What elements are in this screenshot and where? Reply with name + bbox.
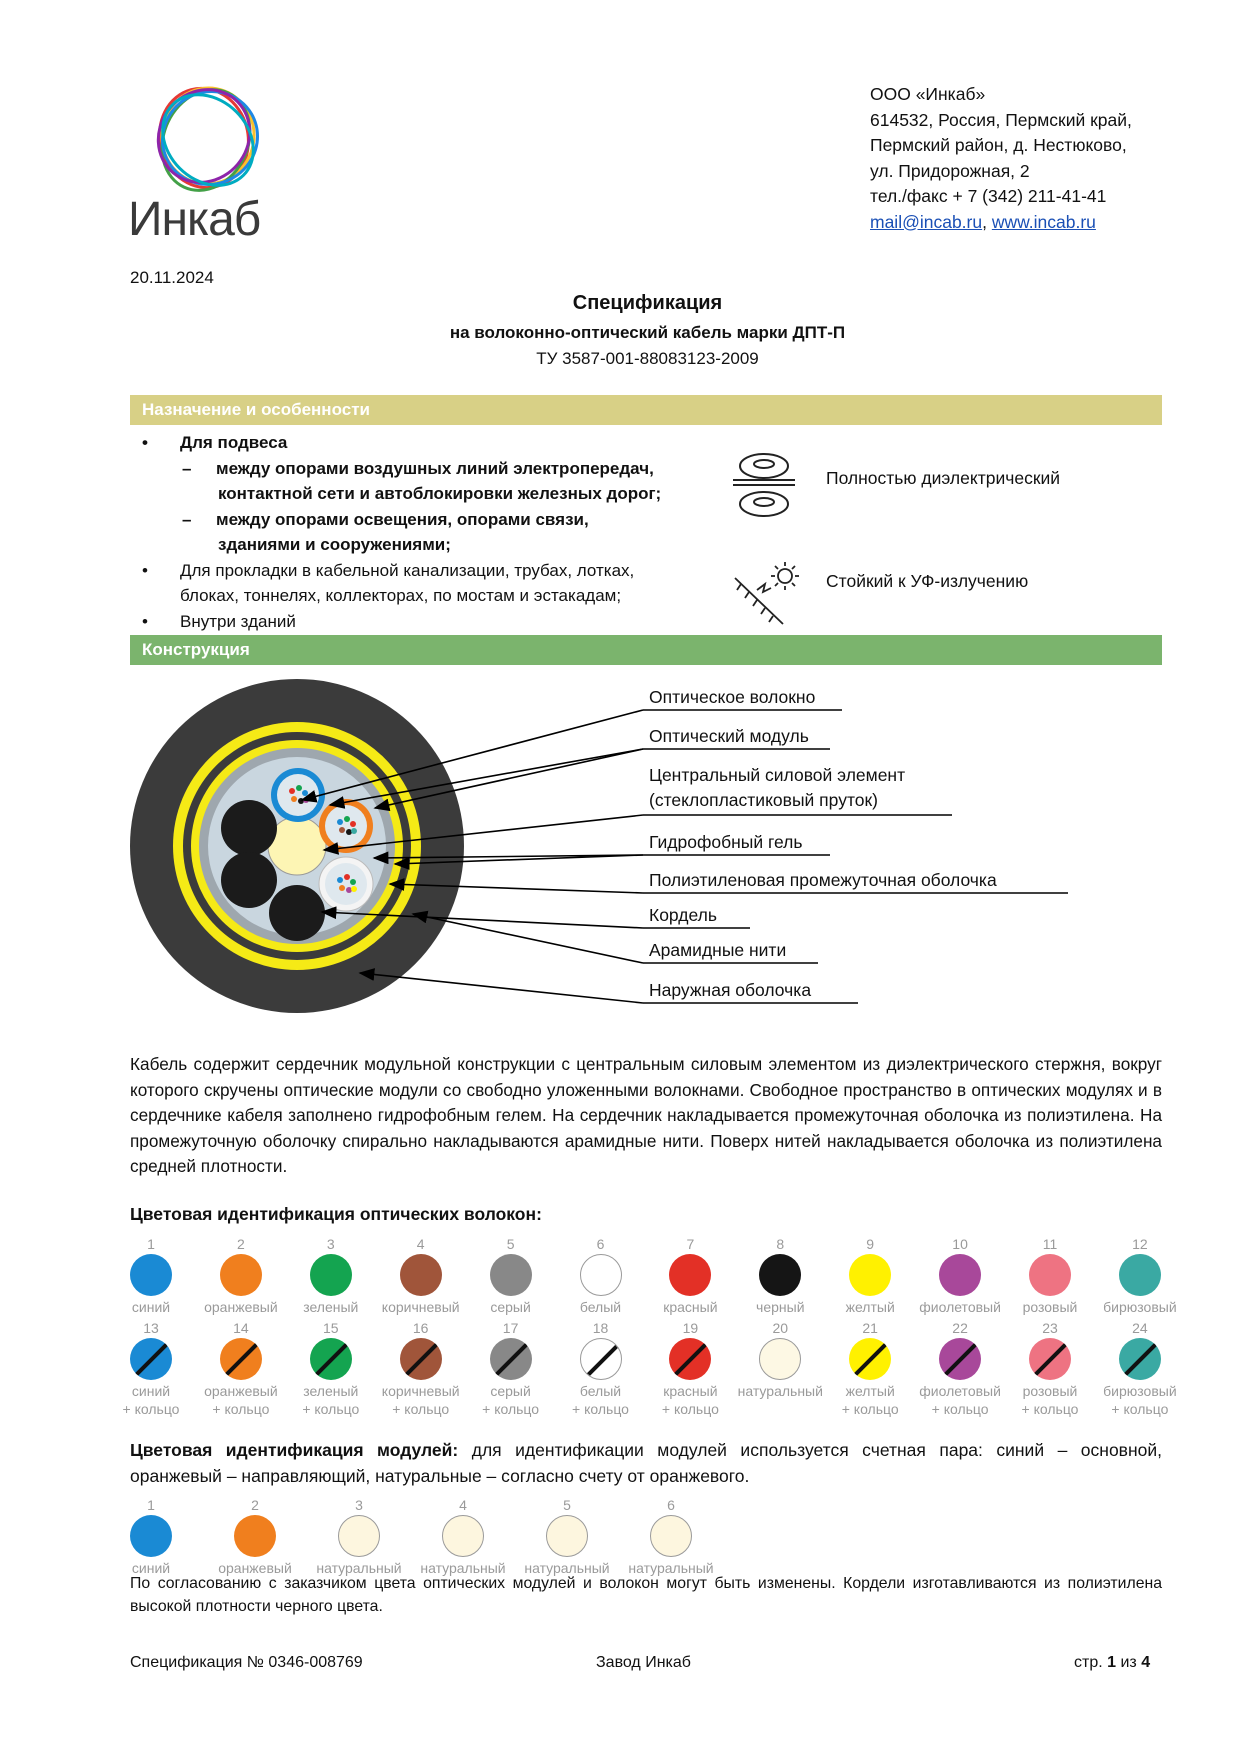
swatch-name: желтый bbox=[845, 1299, 895, 1315]
color-swatch bbox=[283, 1236, 379, 1316]
optical-module bbox=[271, 768, 325, 822]
swatch-name: черный bbox=[756, 1299, 805, 1315]
color-dot bbox=[130, 1515, 172, 1557]
swatch-number: 2 bbox=[236, 1236, 245, 1252]
tu-code: ТУ 3587-001-88083123-2009 bbox=[536, 349, 759, 368]
swatch-name: белый bbox=[579, 1383, 622, 1399]
swatch-extra: + кольцо bbox=[302, 1401, 360, 1417]
swatch-number: 15 bbox=[323, 1320, 339, 1336]
color-dot bbox=[490, 1254, 532, 1296]
purpose-item: Внутри зданий bbox=[180, 611, 296, 631]
feature-uv: Стойкий к УФ-излучению bbox=[826, 571, 1029, 591]
swatch-number: 13 bbox=[143, 1320, 159, 1336]
color-dot bbox=[669, 1338, 711, 1380]
swatch-name: оранжевый bbox=[204, 1383, 278, 1399]
swatch-name: желтый bbox=[845, 1383, 895, 1399]
color-swatch bbox=[103, 1236, 199, 1316]
separator: , bbox=[982, 211, 992, 232]
footer-page-info bbox=[1074, 1654, 1150, 1672]
color-dot bbox=[546, 1515, 588, 1557]
swatch-number: 3 bbox=[326, 1236, 335, 1252]
color-dot bbox=[580, 1338, 622, 1380]
color-dot bbox=[400, 1338, 442, 1380]
color-dot bbox=[1119, 1254, 1161, 1296]
color-dot bbox=[310, 1254, 352, 1296]
purpose-item: Для подвеса bbox=[180, 433, 288, 452]
color-swatch bbox=[103, 1320, 199, 1418]
swatch-number: 24 bbox=[1132, 1320, 1148, 1336]
cable-cross-section-diagram bbox=[0, 660, 1241, 1030]
color-swatch bbox=[1002, 1320, 1098, 1418]
phone: тел./факс + 7 (342) 211-41-41 bbox=[870, 186, 1107, 206]
swatch-number: 14 bbox=[233, 1320, 249, 1336]
swatch-number: 12 bbox=[1132, 1236, 1148, 1252]
swatch-name: оранжевый bbox=[218, 1560, 292, 1576]
swatch-name: зеленый bbox=[303, 1299, 359, 1315]
color-swatch bbox=[822, 1320, 918, 1418]
website-link[interactable]: www.incab.ru bbox=[991, 211, 1096, 232]
color-dot bbox=[1119, 1338, 1161, 1380]
color-dot bbox=[1029, 1338, 1071, 1380]
swatch-number: 20 bbox=[772, 1320, 789, 1336]
swatch-extra: + кольцо bbox=[841, 1401, 899, 1417]
module-colors-paragraph bbox=[130, 1437, 1162, 1489]
feature-dielectric: Полностью диэлектрический bbox=[826, 468, 1061, 488]
purpose-list: • Для подвеса – между опорами воздушных линий электропередач, контактной сети и автоблокировки железных дорог; – между опорами освещения, опорами связи, зданиями и сооружениями; • Для прокладки в кабельной канализации, трубах, лотках, блоках, тоннелях, коллекторах, по мостам и эстакадам; • Внутри зданий bbox=[130, 430, 710, 634]
color-swatch bbox=[732, 1320, 828, 1400]
page-prefix: стр. bbox=[1074, 1654, 1108, 1671]
swatch-number: 3 bbox=[355, 1497, 363, 1513]
callout-label: Арамидные нити bbox=[649, 940, 787, 960]
color-swatch bbox=[732, 1236, 828, 1316]
filler-cordel bbox=[221, 800, 277, 856]
swatch-extra: + кольцо bbox=[392, 1401, 450, 1417]
swatch-name: розовый bbox=[1022, 1383, 1078, 1399]
swatch-name: натуральный bbox=[628, 1560, 714, 1576]
color-swatch bbox=[623, 1497, 719, 1577]
callout-label: Наружная оболочка bbox=[649, 980, 812, 1000]
color-dot bbox=[490, 1338, 532, 1380]
swatch-name: коричневый bbox=[381, 1299, 460, 1315]
color-swatch bbox=[373, 1320, 469, 1418]
color-dot bbox=[130, 1338, 172, 1380]
swatch-number: 5 bbox=[506, 1236, 515, 1252]
swatch-number: 1 bbox=[147, 1236, 155, 1252]
color-swatch bbox=[912, 1236, 1008, 1316]
swatch-number: 19 bbox=[682, 1320, 699, 1336]
purpose-subitem: между опорами освещения, опорами связи, bbox=[216, 509, 589, 529]
color-dot bbox=[442, 1515, 484, 1557]
purpose-subitem-cont: контактной сети и автоблокировки железных дорог; bbox=[218, 484, 662, 503]
color-dot bbox=[669, 1254, 711, 1296]
swatch-number: 8 bbox=[776, 1236, 785, 1252]
color-swatch bbox=[642, 1236, 738, 1316]
callout-label: Оптическое волокно bbox=[649, 687, 816, 707]
swatch-name: синий bbox=[131, 1299, 171, 1315]
swatch-name: оранжевый bbox=[204, 1299, 278, 1315]
callout-arrow bbox=[413, 914, 643, 963]
color-swatch bbox=[193, 1320, 289, 1418]
color-dot bbox=[400, 1254, 442, 1296]
purpose-subitem: между опорами воздушных линий электропередач, bbox=[216, 458, 654, 478]
callout-label: Гидрофобный гель bbox=[649, 832, 803, 852]
swatch-name: натуральный bbox=[737, 1383, 823, 1399]
color-swatch bbox=[1092, 1236, 1188, 1316]
callout-label: Оптический модуль bbox=[649, 726, 809, 746]
swatch-name: бирюзовый bbox=[1103, 1299, 1177, 1315]
swatch-name: зеленый bbox=[303, 1383, 359, 1399]
optical-module bbox=[319, 857, 373, 911]
callout-label: Кордель bbox=[649, 905, 717, 925]
module-colors-title: Цветовая идентификация модулей: bbox=[130, 1440, 459, 1460]
section-header-construction: Конструкция bbox=[130, 635, 1162, 665]
swatch-name: красный bbox=[663, 1383, 718, 1399]
address-line: ул. Придорожная, 2 bbox=[870, 160, 1030, 181]
swatch-extra: + кольцо bbox=[1021, 1401, 1079, 1417]
swatch-number: 9 bbox=[866, 1236, 875, 1252]
swatch-number: 21 bbox=[862, 1320, 878, 1336]
color-swatch bbox=[553, 1320, 649, 1418]
swatch-name: натуральный bbox=[420, 1560, 506, 1576]
email-link[interactable]: mail@incab.ru bbox=[870, 211, 983, 232]
color-swatch bbox=[311, 1497, 407, 1577]
color-dot bbox=[1029, 1254, 1071, 1296]
color-swatch bbox=[193, 1236, 289, 1316]
color-swatch bbox=[373, 1236, 469, 1316]
color-swatch bbox=[822, 1236, 918, 1316]
color-dot bbox=[849, 1338, 891, 1380]
fiber-colors-title: Цветовая идентификация оптических волокон: bbox=[130, 1204, 542, 1224]
color-swatch bbox=[207, 1497, 303, 1577]
color-dot bbox=[650, 1515, 692, 1557]
swatch-extra: + кольцо bbox=[572, 1401, 629, 1417]
swatch-extra: + кольцо bbox=[1111, 1401, 1169, 1417]
swatch-extra: + кольцо bbox=[122, 1401, 180, 1417]
color-swatch bbox=[912, 1320, 1008, 1418]
page-mid: из bbox=[1116, 1654, 1142, 1671]
page-title: Спецификация bbox=[572, 292, 723, 314]
color-dot bbox=[759, 1254, 801, 1296]
address-line: Пермский район, д. Нестюково, bbox=[870, 135, 1127, 155]
color-dot bbox=[939, 1338, 981, 1380]
callout-arrow bbox=[360, 973, 643, 1003]
swatch-number: 6 bbox=[667, 1497, 675, 1513]
swatch-name: розовый bbox=[1022, 1299, 1078, 1315]
swatch-number: 18 bbox=[592, 1320, 609, 1336]
color-swatch bbox=[553, 1236, 649, 1316]
module-colors-text: для идентификации модулей используется счетная пара: синий – основной, оранжевый – направляющий, натуральные – согласно счету от оранжевого. bbox=[130, 1440, 1163, 1486]
swatch-number: 1 bbox=[147, 1497, 155, 1513]
section-header-purpose: Назначение и особенности bbox=[130, 395, 1162, 425]
swatch-name: синий bbox=[131, 1560, 171, 1576]
swatch-name: белый bbox=[579, 1299, 622, 1315]
swatch-name: коричневый bbox=[381, 1383, 460, 1399]
document-date: 20.11.2024 bbox=[130, 268, 214, 287]
swatch-name: фиолетовый bbox=[919, 1299, 1001, 1315]
swatch-extra: + кольцо bbox=[482, 1401, 540, 1417]
company-address bbox=[870, 82, 1132, 235]
color-dot bbox=[130, 1254, 172, 1296]
swatch-number: 17 bbox=[502, 1320, 519, 1336]
filler-cordel bbox=[269, 885, 325, 941]
swatch-number: 23 bbox=[1042, 1320, 1058, 1336]
address-line: 614532, Россия, Пермский край, bbox=[870, 109, 1132, 130]
filler-cordel bbox=[221, 852, 277, 908]
page-subtitle: на волоконно-оптический кабель марки ДПТ-П bbox=[449, 323, 846, 342]
callout-label: Полиэтиленовая промежуточная оболочка bbox=[649, 870, 997, 890]
swatch-number: 7 bbox=[686, 1236, 695, 1252]
swatch-number: 2 bbox=[251, 1497, 259, 1513]
purpose-item-cont: блоках, тоннелях, коллекторах, по мостам и эстакадам; bbox=[180, 586, 622, 605]
color-dot bbox=[310, 1338, 352, 1380]
dielectric-icon bbox=[733, 448, 795, 522]
swatch-number: 11 bbox=[1042, 1236, 1058, 1252]
footer-spec-number: Спецификация № 0346-008769 bbox=[130, 1654, 363, 1671]
swatch-number: 4 bbox=[416, 1236, 425, 1252]
color-dot bbox=[234, 1515, 276, 1557]
purpose-subitem-cont: зданиями и сооружениями; bbox=[218, 535, 451, 554]
swatch-name: красный bbox=[663, 1299, 718, 1315]
color-swatch bbox=[642, 1320, 738, 1418]
color-swatch bbox=[1002, 1236, 1098, 1316]
swatch-extra: + кольцо bbox=[661, 1401, 719, 1417]
color-swatch bbox=[283, 1320, 379, 1418]
swatch-number: 16 bbox=[412, 1320, 429, 1336]
swatch-name: бирюзовый bbox=[1103, 1383, 1177, 1399]
logo-rings-icon bbox=[128, 80, 288, 200]
swatch-extra: + кольцо bbox=[931, 1401, 989, 1417]
color-dot bbox=[220, 1338, 262, 1380]
color-dot bbox=[849, 1254, 891, 1296]
company-name: ООО «Инкаб» bbox=[870, 84, 986, 104]
color-dot bbox=[338, 1515, 380, 1557]
swatch-number: 10 bbox=[952, 1236, 968, 1252]
swatch-number: 6 bbox=[596, 1236, 605, 1252]
callout-label: Центральный силовой элемент bbox=[649, 765, 906, 785]
page-total: 4 bbox=[1141, 1654, 1151, 1671]
swatch-name: синий bbox=[131, 1383, 171, 1399]
color-swatch bbox=[463, 1320, 559, 1418]
swatch-name: серый bbox=[490, 1383, 531, 1399]
swatch-name: натуральный bbox=[316, 1560, 402, 1576]
swatch-extra: + кольцо bbox=[212, 1401, 270, 1417]
logo-text: Инкаб bbox=[128, 193, 261, 246]
uv-resistant-icon bbox=[733, 560, 803, 626]
color-dot bbox=[580, 1254, 622, 1296]
color-dot bbox=[759, 1338, 801, 1380]
page-number: 1 bbox=[1107, 1654, 1117, 1671]
color-swatch bbox=[415, 1497, 511, 1577]
color-swatch bbox=[463, 1236, 559, 1316]
color-dot bbox=[939, 1254, 981, 1296]
swatch-number: 5 bbox=[563, 1497, 571, 1513]
color-swatch bbox=[103, 1497, 199, 1577]
company-logo bbox=[128, 80, 288, 200]
note-text: По согласованию с заказчиком цвета оптических модулей и волокон могут быть изменены. Кордели изготавливаются из полиэтилена высокой плотности черного цвета. bbox=[130, 1575, 1162, 1615]
color-swatch bbox=[519, 1497, 615, 1577]
swatch-name: натуральный bbox=[524, 1560, 610, 1576]
callout-label: (стеклопластиковый пруток) bbox=[649, 790, 878, 810]
color-swatch bbox=[1092, 1320, 1188, 1418]
footer-plant: Завод Инкаб bbox=[596, 1654, 691, 1671]
color-dot bbox=[220, 1254, 262, 1296]
swatch-name: серый bbox=[490, 1299, 531, 1315]
construction-description: Кабель содержит сердечник модульной конструкции с центральным силовым элементом из диэлектрического стержня, вокруг которого скручены оптические модули со свободно уложенными волокнами. Свободное пространство в оптических модулях и в сердечнике кабеля заполнено гидрофобным гелем. На сердечник накладывается промежуточная оболочка из полиэтилена. На промежуточную оболочку спирально накладываются арамидные нити. Поверх нитей накладывается оболочка из полиэтилена средней плотности. bbox=[130, 1054, 1162, 1176]
swatch-number: 4 bbox=[459, 1497, 467, 1513]
purpose-item: Для прокладки в кабельной канализации, трубах, лотках, bbox=[180, 560, 635, 580]
swatch-number: 22 bbox=[952, 1320, 968, 1336]
swatch-name: фиолетовый bbox=[919, 1383, 1001, 1399]
